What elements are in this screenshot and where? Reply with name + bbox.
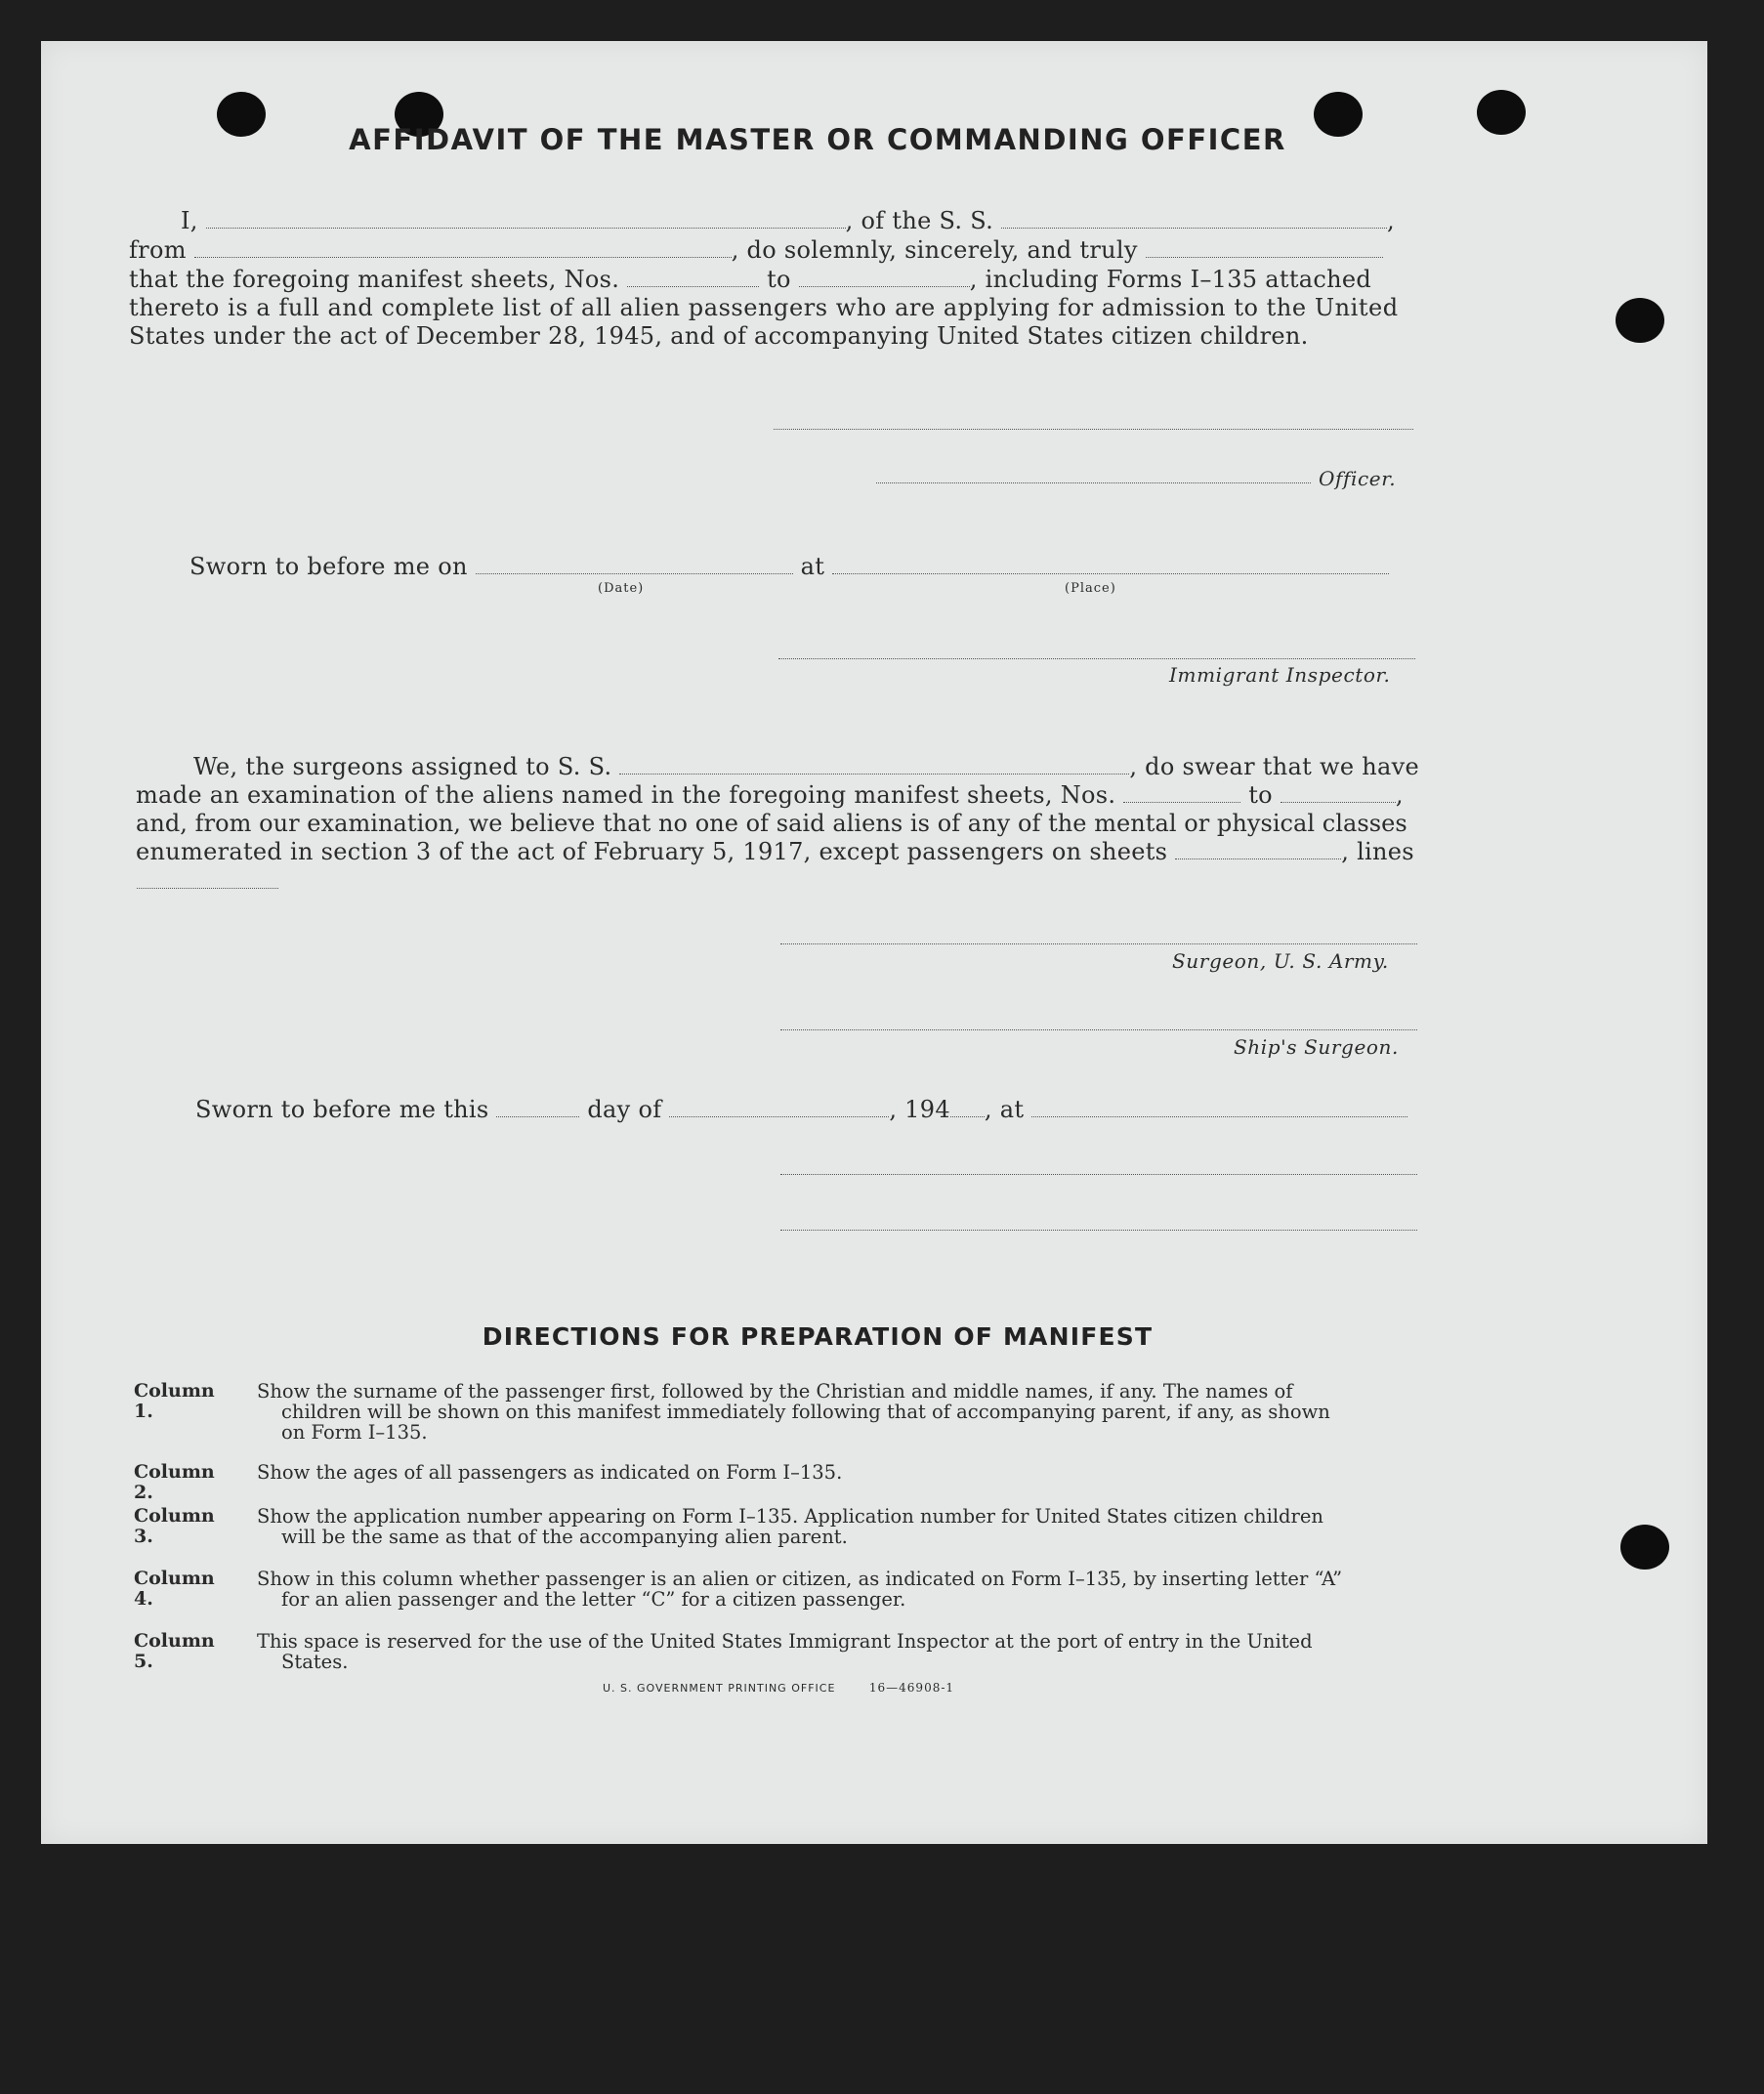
text: , at	[984, 1096, 1025, 1123]
date-blank[interactable]	[476, 554, 793, 574]
form-number: 16—46908-1	[868, 1681, 955, 1695]
text: This space is reserved for the use of the United States Immigrant Inspector at the port of entry in the United	[257, 1630, 1313, 1653]
officer-signature-line-2[interactable]	[780, 1174, 1417, 1175]
text: , 194	[889, 1096, 950, 1123]
sworn-day-line	[195, 1096, 1407, 1123]
officer-label: Officer.	[1319, 467, 1397, 490]
port-blank[interactable]	[194, 237, 732, 258]
direction-text	[257, 1506, 1409, 1547]
text: that the foregoing manifest sheets, Nos.	[129, 266, 620, 293]
surgeons-line-2	[136, 781, 1404, 809]
officer-title-line-2[interactable]	[780, 1230, 1417, 1231]
date-caption: (Date)	[598, 581, 645, 596]
affidavit-line-3	[129, 266, 1371, 293]
ship-surgeon-label: Ship's Surgeon.	[1234, 1035, 1399, 1059]
text: will be the same as that of the accompanying alien parent.	[281, 1526, 848, 1548]
text: on Form I–135.	[281, 1421, 428, 1444]
oath-blank[interactable]	[1146, 237, 1383, 258]
direction-text	[257, 1569, 1409, 1610]
printing-office-text: U. S. GOVERNMENT PRINTING OFFICE	[603, 1682, 836, 1695]
surgeon-ship-blank[interactable]	[619, 754, 1129, 775]
place-blank[interactable]	[832, 554, 1389, 574]
text: at	[800, 553, 825, 580]
text: ,	[1387, 207, 1395, 234]
text: enumerated in section 3 of the act of February 5, 1917, except passengers on sheets	[136, 838, 1168, 865]
sheet-to-blank[interactable]	[799, 267, 970, 287]
surgeon-from-blank[interactable]	[1123, 782, 1240, 803]
surgeons-line-1	[193, 753, 1419, 780]
day-blank[interactable]	[496, 1097, 579, 1117]
printing-office-footer	[603, 1681, 954, 1695]
text: , do swear that we have	[1129, 753, 1419, 780]
affidavit-line-2	[129, 236, 1383, 264]
place-caption: (Place)	[1065, 581, 1116, 596]
sheets-blank[interactable]	[1175, 839, 1341, 859]
punch-hole	[1620, 1525, 1669, 1570]
month-blank[interactable]	[669, 1097, 889, 1117]
affidavit-line-1	[181, 207, 1395, 234]
army-surgeon-label: Surgeon, U. S. Army.	[1172, 949, 1389, 973]
text: children will be shown on this manifest immediately following that of accompanying parent, if any, as shown	[281, 1401, 1330, 1423]
directions-title: DIRECTIONS FOR PREPARATION OF MANIFEST	[482, 1322, 1154, 1351]
text: Show in this column whether passenger is an alien or citizen, as indicated on Form I–135, by inserting letter “A”	[257, 1568, 1343, 1590]
column-label: Column 3.	[134, 1505, 215, 1547]
text: Sworn to before me this	[195, 1096, 489, 1123]
inspector-signature-line[interactable]	[778, 658, 1415, 659]
year-blank[interactable]	[950, 1097, 985, 1117]
text: Show the ages of all passengers as indicated on Form I–135.	[257, 1461, 843, 1484]
direction-text	[257, 1381, 1409, 1443]
direction-text	[257, 1462, 1409, 1483]
text: , do solemnly, sincerely, and truly	[731, 236, 1138, 264]
affidavit-line-4: thereto is a full and complete list of all alien passengers who are applying for admission to the United	[129, 294, 1399, 321]
text: Sworn to before me on	[189, 553, 468, 580]
surgeons-line-4	[136, 838, 1414, 865]
text: We, the surgeons assigned to S. S.	[193, 753, 612, 780]
officer-signature-line[interactable]	[774, 429, 1413, 430]
form-page	[41, 41, 1707, 1844]
affidavit-title: AFFIDAVIT OF THE MASTER OR COMMANDING OFFICER	[349, 123, 1286, 156]
sworn-place-blank[interactable]	[1031, 1097, 1407, 1117]
text: day of	[587, 1096, 662, 1123]
column-label: Column 1.	[134, 1380, 215, 1422]
ship-surgeon-signature-line[interactable]	[780, 1029, 1417, 1030]
text: made an examination of the aliens named in the foregoing manifest sheets, Nos.	[136, 781, 1116, 809]
text: , of the S. S.	[845, 207, 994, 234]
text: ,	[1395, 781, 1404, 809]
column-label: Column 5.	[134, 1630, 215, 1672]
direction-text	[257, 1631, 1409, 1672]
text: Show the surname of the passenger first, followed by the Christian and middle names, if any. The names of	[257, 1380, 1293, 1403]
officer-title-line[interactable]	[876, 482, 1311, 483]
surgeons-line-3: and, from our examination, we believe that no one of said aliens is of any of the mental or physical classes	[136, 810, 1407, 837]
surgeon-to-blank[interactable]	[1281, 782, 1396, 803]
army-surgeon-signature-line[interactable]	[780, 943, 1417, 944]
text: from	[129, 236, 187, 264]
text: to	[1248, 781, 1273, 809]
text: for an alien passenger and the letter “C” for a citizen passenger.	[281, 1588, 906, 1611]
column-label: Column 4.	[134, 1568, 215, 1610]
lines-blank[interactable]	[137, 888, 278, 889]
sheet-from-blank[interactable]	[627, 267, 759, 287]
text: , including Forms I–135 attached	[969, 266, 1372, 293]
text: States.	[281, 1651, 349, 1673]
text: to	[767, 266, 791, 293]
punch-hole	[1616, 298, 1664, 343]
affidavit-line-5: States under the act of December 28, 1945, and of accompanying United States citizen children.	[129, 322, 1309, 350]
name-blank[interactable]	[206, 208, 846, 229]
text: I,	[181, 207, 198, 234]
inspector-label: Immigrant Inspector.	[1169, 663, 1391, 687]
sworn-date-line	[189, 553, 1389, 580]
text: Show the application number appearing on Form I–135. Application number for United States citizen children	[257, 1505, 1323, 1528]
text: , lines	[1341, 838, 1414, 865]
ship-blank[interactable]	[1001, 208, 1387, 229]
column-label: Column 2.	[134, 1461, 215, 1503]
